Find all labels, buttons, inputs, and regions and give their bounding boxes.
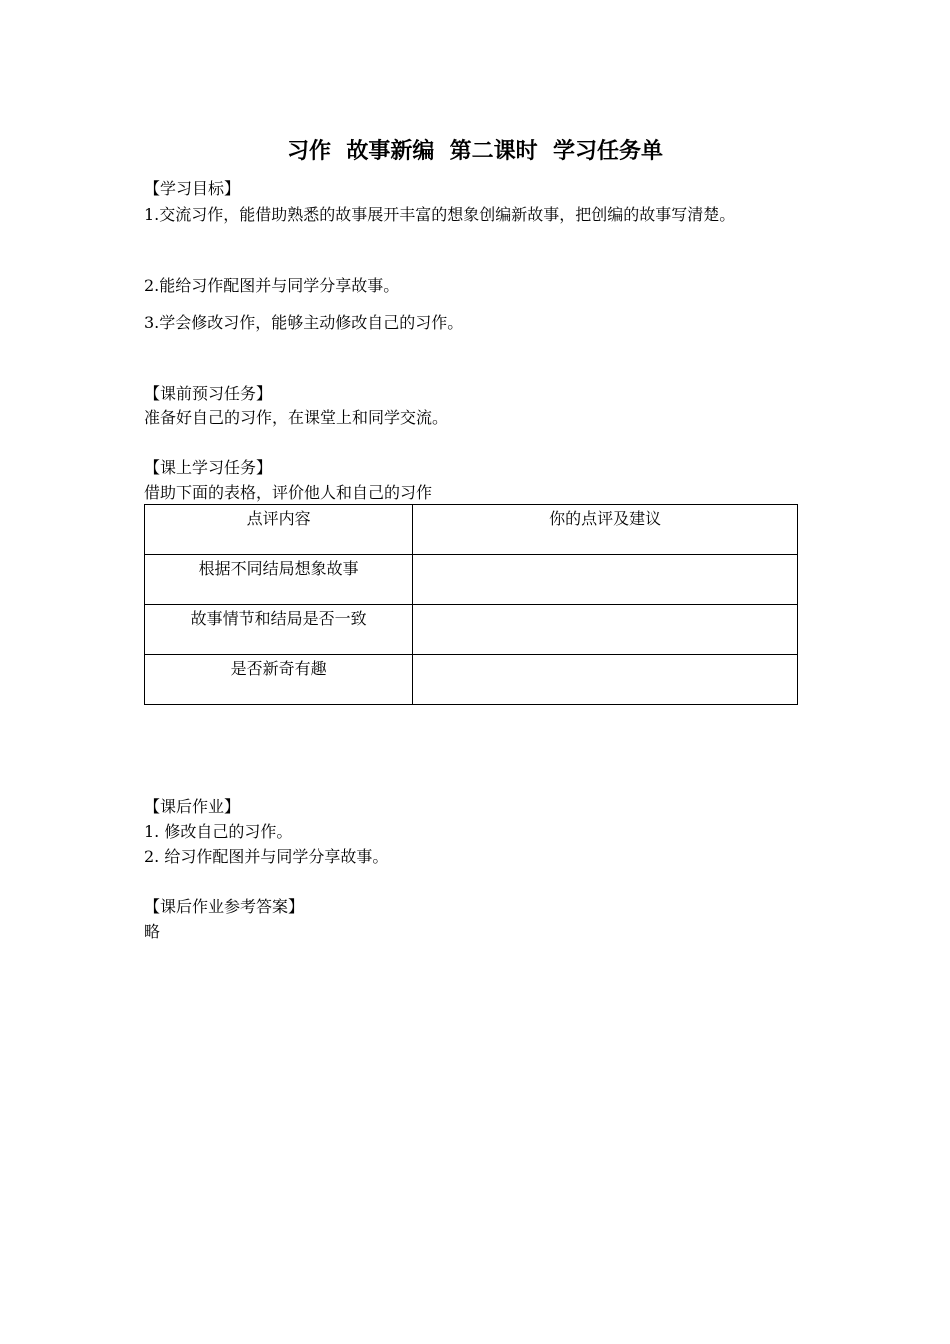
- goals-heading: 【学习目标】: [144, 179, 241, 198]
- goal-item-3: 3.学会修改习作，能够主动修改自己的习作。: [144, 313, 464, 332]
- homework-item-1: 1. 修改自己的习作。: [144, 822, 293, 841]
- classwork-heading: 【课上学习任务】: [144, 458, 273, 477]
- homework-heading: 【课后作业】: [144, 797, 241, 816]
- table-header-row: [145, 505, 798, 555]
- evaluation-table: [144, 504, 798, 705]
- answers-text: 略: [144, 922, 161, 941]
- table-row: [145, 555, 798, 605]
- table-cell-comment[interactable]: [413, 555, 798, 605]
- goal-item-2: 2.能给习作配图并与同学分享故事。: [144, 276, 400, 295]
- answers-heading: 【课后作业参考答案】: [144, 897, 305, 916]
- table-cell-comment[interactable]: [413, 655, 798, 705]
- table-header-cell: 点评内容: [145, 505, 413, 555]
- page-title: 习作 故事新编 第二课时 学习任务单: [287, 139, 663, 164]
- preview-text: 准备好自己的习作，在课堂上和同学交流。: [144, 408, 449, 427]
- table-cell-criterion: 根据不同结局想象故事: [145, 555, 413, 605]
- table-cell-comment[interactable]: [413, 605, 798, 655]
- table-header-cell: 你的点评及建议: [413, 505, 798, 555]
- goal-item-1: 1.交流习作，能借助熟悉的故事展开丰富的想象创编新故事，把创编的故事写清楚。: [144, 205, 736, 224]
- classwork-intro: 借助下面的表格，评价他人和自己的习作: [144, 483, 433, 502]
- table-cell-criterion: 故事情节和结局是否一致: [145, 605, 413, 655]
- homework-item-2: 2. 给习作配图并与同学分享故事。: [144, 847, 389, 866]
- table-row: [145, 605, 798, 655]
- table-cell-criterion: 是否新奇有趣: [145, 655, 413, 705]
- table-row: [145, 655, 798, 705]
- preview-heading: 【课前预习任务】: [144, 384, 273, 403]
